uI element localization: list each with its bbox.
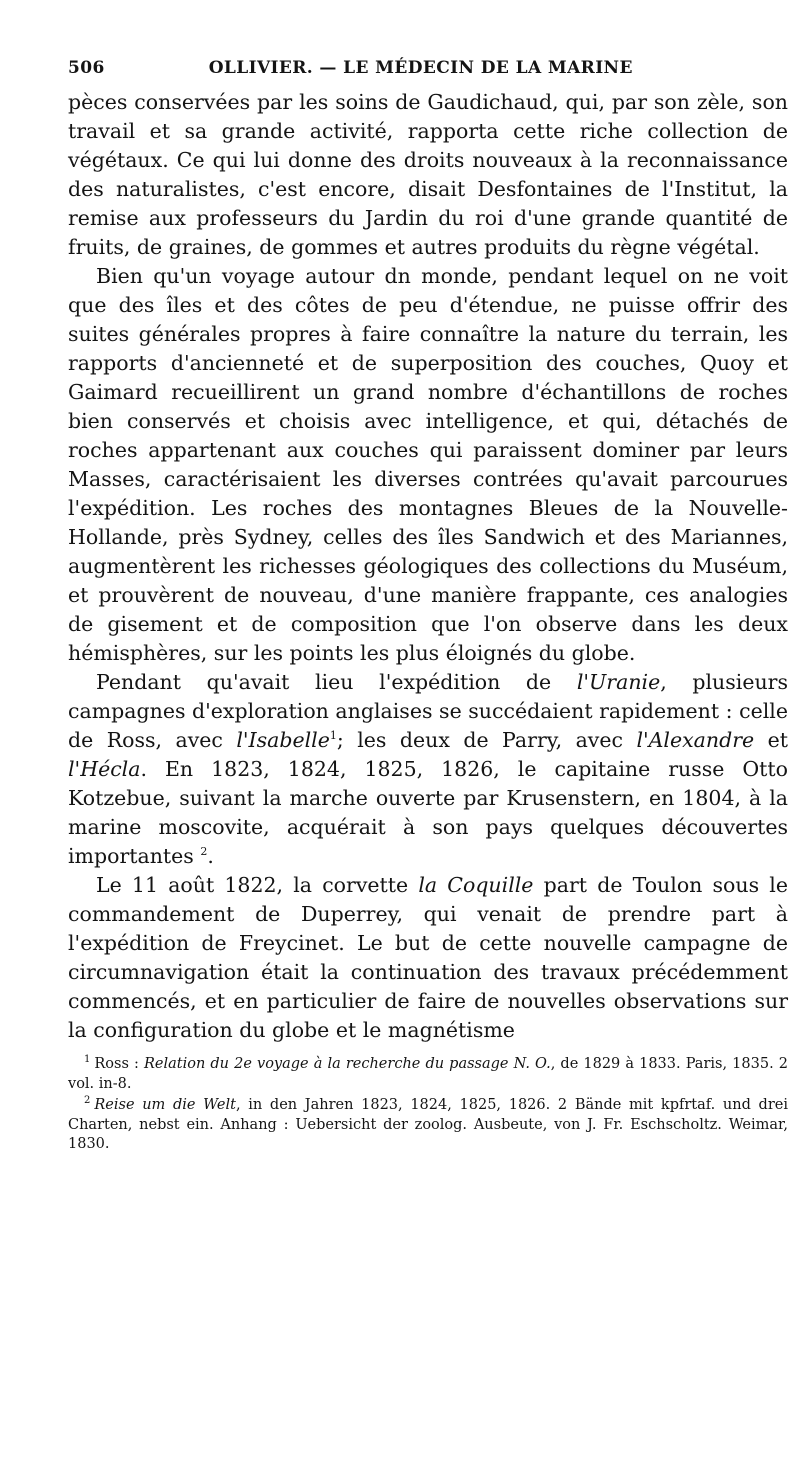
footnote-2-text-b: , in den Jahren 1823, 1824, 1825, 1826. 2 Bände mit kpfrtaf. und drei Charten, nebst ein. Anhang : Uebersicht der zoolog. Ausbeute, von J. Fr. Eschscholtz. Weimar, 1830. xyxy=(68,1097,788,1152)
paragraph-3-text-f: . xyxy=(207,844,214,868)
footnote-1-text-b: , de 1829 à 1833. Paris, 1835. 2 vol. in-8. xyxy=(68,1056,788,1092)
paragraph-3 xyxy=(68,668,788,871)
ship-name-coquille: la Coquille xyxy=(418,873,534,897)
paragraph-4-text-a: Le 11 août 1822, la corvette xyxy=(96,873,419,897)
paragraph-3-text-d: et xyxy=(754,728,788,752)
body-text xyxy=(68,88,788,1045)
paragraph-3-text-e: . En 1823, 1824, 1825, 1826, le capitaine russe Otto Kotzebue, suivant la marche ouverte par Krusenstern, en 1804, à la marine moscovite, acquérait à son pays quelques découvertes importantes xyxy=(68,757,788,868)
running-head xyxy=(68,58,788,84)
ship-name-isabelle: l'Isabelle xyxy=(236,728,330,752)
ship-name-uranie: l'Uranie xyxy=(576,670,661,694)
ship-name-alexandre: l'Alexandre xyxy=(636,728,755,752)
page-number: 506 xyxy=(68,58,105,78)
footnote-1 xyxy=(68,1055,788,1094)
footnote-1-text-a: Ross : xyxy=(94,1056,144,1072)
paragraph-3-text-a: Pendant qu'avait lieu l'expédition de xyxy=(96,670,577,694)
footnote-1-title: Relation du 2e voyage à la recherche du passage N. O. xyxy=(143,1056,551,1072)
footnote-2-number: 2 xyxy=(84,1095,91,1107)
footnote-1-number: 1 xyxy=(84,1054,91,1066)
paragraph-3-text-c: ; les deux de Parry, avec xyxy=(336,728,637,752)
paragraph-4 xyxy=(68,871,788,1045)
footnotes xyxy=(68,1055,788,1155)
ship-name-hecla: l'Hécla xyxy=(68,757,141,781)
footnote-2-title: Reise um die Welt xyxy=(94,1097,236,1113)
running-title: OLLIVIER. — LE MÉDECIN DE LA MARINE xyxy=(208,58,633,78)
paragraph-1: pèces conservées par les soins de Gaudichaud, qui, par son zèle, son travail et sa grande activité, rapporta cette riche collection de végétaux. Ce qui lui donne des droits nouveaux à la reconnaissance des naturalistes, c'est encore, disait Desfontaines de l'Institut, la remise aux professeurs du Jardin du roi d'une grande quantité de fruits, de graines, de gommes et autres produits du règne végétal. xyxy=(68,90,788,259)
book-page xyxy=(68,58,788,1458)
footnote-2 xyxy=(68,1096,788,1155)
paragraph-3-text-b: , plusieurs campagnes d'exploration anglaises se succédaient rapidement : celle de Ross, avec xyxy=(68,670,788,752)
paragraph-2: Bien qu'un voyage autour dn monde, pendant lequel on ne voit que des îles et des côtes de peu d'étendue, ne puisse offrir des suites générales propres à faire connaître la nature du terrain, les rapports d'ancienneté et de superposition des couches, Quoy et Gaimard recueillirent un grand nombre d'échantillons de roches bien conservés et choisis avec intelligence, et qui, détachés de roches appartenant aux couches qui paraissent dominer par leurs Masses, caractérisaient les diverses contrées qu'avait parcourues l'expédition. Les roches des montagnes Bleues de la Nouvelle-Hollande, près Sydney, celles des îles Sandwich et des Mariannes, augmentèrent les richesses géologiques des collections du Muséum, et prouvèrent de nouveau, d'une manière frappante, ces analogies de gisement et de composition que l'on observe dans les deux hémisphères, sur les points les plus éloignés du globe. xyxy=(68,264,788,665)
footnote-ref-1: 1 xyxy=(329,729,337,743)
footnote-ref-2: 2 xyxy=(200,845,208,859)
paragraph-4-text-b: part de Toulon sous le commandement de Duperrey, qui venait de prendre part à l'expédition de Freycinet. Le but de cette nouvelle campagne de circumnavigation était la continuation des travaux précédemment commencés, et en particulier de faire de nouvelles observations sur la configuration du globe et le magnétisme xyxy=(68,873,788,1042)
